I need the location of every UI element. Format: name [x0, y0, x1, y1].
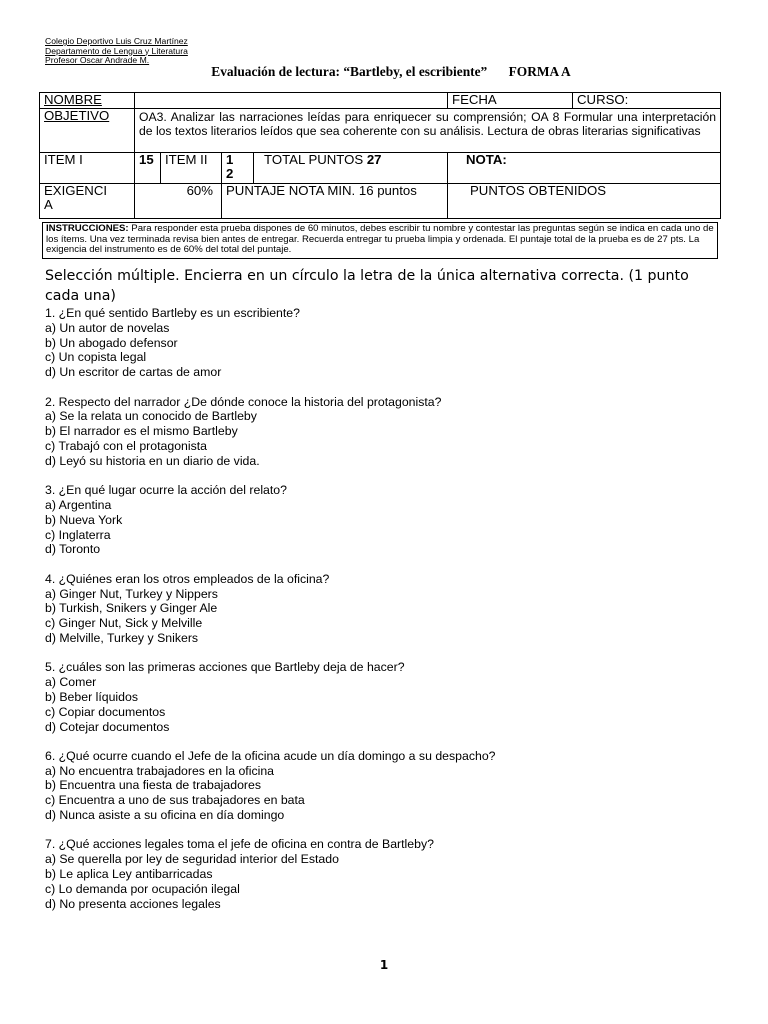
item1-label: ITEM I [40, 152, 135, 183]
instructions-label: INSTRUCCIONES: [46, 223, 129, 234]
form-label: FORMA A [508, 64, 571, 79]
option-a[interactable]: a) Se la relata un conocido de Bartleby [45, 409, 257, 424]
option-d[interactable]: d) Toronto [45, 542, 101, 557]
option-a[interactable]: a) Comer [45, 675, 97, 690]
item1-value: 15 [135, 152, 161, 183]
nombre-field[interactable] [135, 93, 448, 109]
option-a[interactable]: a) Ginger Nut, Turkey y Nippers [45, 586, 218, 601]
question-block [45, 395, 496, 469]
exigencia-label-line1: EXIGENCI [44, 182, 108, 198]
option-a[interactable]: a) Se querella por ley de seguridad interior del Estado [45, 852, 339, 867]
section-title: Selección múltiple. Encierra en un círculo la letra de la única alternativa correcta. (1 punto cada una) [45, 268, 689, 304]
option-c[interactable]: c) Copiar documentos [45, 704, 166, 719]
question-block [45, 837, 496, 911]
option-b[interactable]: b) El narrador es el mismo Bartleby [45, 424, 238, 439]
option-b[interactable]: b) Nueva York [45, 512, 123, 527]
option-c[interactable]: c) Inglaterra [45, 527, 111, 542]
nombre-label: NOMBRE [40, 93, 135, 109]
option-a[interactable]: a) Argentina [45, 497, 112, 512]
option-d[interactable]: d) Nunca asiste a su oficina en día domingo [45, 808, 285, 823]
option-b[interactable]: b) Un abogado defensor [45, 335, 178, 350]
question-text: 6. ¿Qué ocurre cuando el Jefe de la oficina acude un día domingo a su despacho? [45, 748, 496, 763]
item2-value-line2: 2 [226, 166, 234, 181]
item2-value-line1: 1 [226, 151, 234, 167]
option-a[interactable]: a) Un autor de novelas [45, 320, 170, 335]
teacher-name: Profesor Oscar Andrade M. [45, 55, 150, 66]
question-text: 5. ¿cuáles son las primeras acciones que Bartleby deja de hacer? [45, 660, 405, 675]
total-points [254, 152, 448, 183]
page-number: 1 [379, 958, 389, 972]
option-d[interactable]: d) Leyó su historia en un diario de vida. [45, 453, 260, 468]
fecha-label: FECHA [448, 93, 573, 109]
puntos-obtenidos-label [448, 183, 721, 218]
question-text: 7. ¿Qué acciones legales toma el jefe de oficina en contra de Bartleby? [45, 837, 434, 852]
info-table [39, 92, 721, 219]
nota-text: NOTA: [466, 151, 507, 167]
question-text: 4. ¿Quiénes eran los otros empleados de la oficina? [45, 571, 330, 586]
puntaje-nota-min: PUNTAJE NOTA MIN. 16 puntos [222, 183, 448, 218]
questions-list [45, 306, 496, 926]
nota-label [448, 152, 721, 183]
item2-label: ITEM II [161, 152, 222, 183]
puntos-obtenidos-text: PUNTOS OBTENIDOS [470, 182, 607, 198]
objetivo-label: OBJETIVO [40, 108, 135, 152]
evaluation-title: Evaluación de lectura: “Bartleby, el escribiente” [211, 64, 488, 79]
option-c[interactable]: c) Ginger Nut, Sick y Melville [45, 616, 203, 631]
exigencia-value: 60% [135, 183, 222, 218]
question-block [45, 572, 496, 646]
option-c[interactable]: c) Un copista legal [45, 350, 147, 365]
total-value: 27 [366, 151, 382, 167]
total-label: TOTAL PUNTOS [264, 151, 364, 167]
page-title [0, 64, 768, 80]
option-d[interactable]: d) Un escritor de cartas de amor [45, 365, 222, 380]
option-a[interactable]: a) No encuentra trabajadores en la oficina [45, 763, 274, 778]
exigencia-label-line2: A [44, 197, 53, 212]
question-text: 3. ¿En qué lugar ocurre la acción del relato? [45, 483, 287, 498]
school-name: Colegio Deportivo Luis Cruz Martínez [45, 36, 188, 46]
item2-value [222, 152, 254, 183]
question-block [45, 660, 496, 734]
option-d[interactable]: d) No presenta acciones legales [45, 896, 221, 911]
department-name: Departamento de Lengua y Literatura [45, 45, 188, 56]
document-header [45, 37, 188, 66]
instructions-box [42, 222, 718, 259]
option-c[interactable]: c) Trabajó con el protagonista [45, 438, 208, 453]
option-d[interactable]: d) Cotejar documentos [45, 719, 170, 734]
option-b[interactable]: b) Le aplica Ley antibarricadas [45, 867, 213, 882]
exigencia-label [40, 183, 135, 218]
question-block [45, 483, 496, 557]
option-b[interactable]: b) Beber líquidos [45, 689, 138, 704]
option-c[interactable]: c) Encuentra a uno de sus trabajadores en bata [45, 793, 305, 808]
curso-label: CURSO: [573, 93, 721, 109]
instructions-text: Para responder esta prueba dispones de 60 minutos, debes escribir tu nombre y contestar las preguntas según se indica en cada uno de los ítems. Una vez terminada revisa bien antes de entregar. Recuerda entregar tu prueba limpia y ordenada. El puntaje total de la prueba es de 27 pts. La exigencia del instrumento es de 60% del total del puntaje. [46, 223, 714, 256]
option-b[interactable]: b) Encuentra una fiesta de trabajadores [45, 778, 262, 793]
objetivo-text: OA3. Analizar las narraciones leídas para enriquecer su comprensión; OA 8 Formular una interpretación de los textos literarios leídos que sea coherente con su análisis. Lectura de obras literarias significativas [135, 108, 721, 152]
question-block [45, 749, 496, 823]
question-block [45, 306, 496, 380]
option-d[interactable]: d) Melville, Turkey y Snikers [45, 630, 199, 645]
question-text: 2. Respecto del narrador ¿De dónde conoce la historia del protagonista? [45, 394, 442, 409]
question-text: 1. ¿En qué sentido Bartleby es un escribiente? [45, 306, 300, 320]
option-c[interactable]: c) Lo demanda por ocupación ilegal [45, 881, 240, 896]
option-b[interactable]: b) Turkish, Snikers y Ginger Ale [45, 601, 218, 616]
